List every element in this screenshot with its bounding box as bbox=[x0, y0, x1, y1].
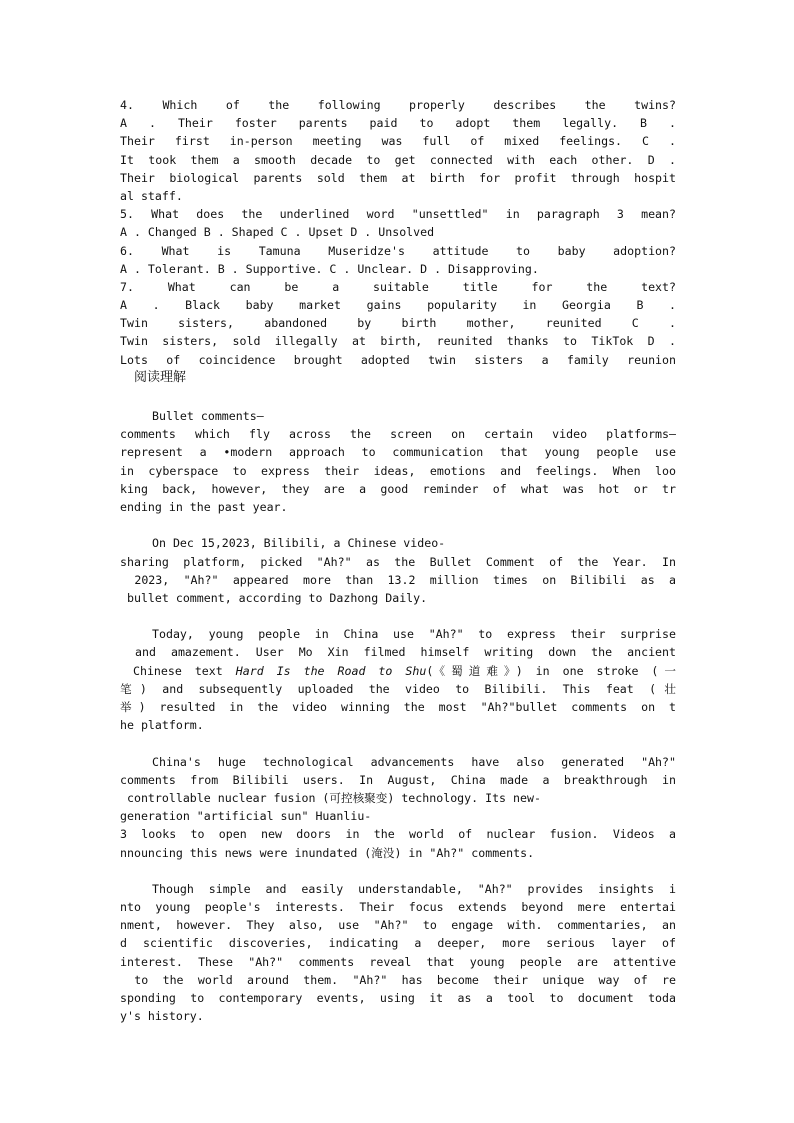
question-6 bbox=[120, 242, 676, 278]
paragraph-line: represent a •modern approach to communication that young people use bbox=[120, 445, 676, 460]
paragraph-line: comments which fly across the screen on certain video platforms— bbox=[120, 427, 676, 442]
paragraph-line: to the world around them. "Ah?" has become their unique way of re bbox=[120, 972, 676, 987]
question-4-option-d-cont: al staff. bbox=[120, 188, 183, 203]
document-page bbox=[120, 96, 676, 1025]
section-heading: 阅读理解 bbox=[134, 369, 187, 385]
paragraph-line: he platform. bbox=[120, 718, 204, 733]
book-title: Hard Is the Road to Shu bbox=[235, 663, 427, 678]
question-4-option-b: Their first in-person meeting was full of mixed feelings. C . bbox=[120, 134, 676, 149]
question-5-stem: 5. What does the underlined word "unsettled" in paragraph 3 mean? bbox=[120, 207, 676, 222]
spacer bbox=[120, 734, 676, 752]
question-7-stem: 7. What can be a suitable title for the text? bbox=[120, 279, 676, 294]
paragraph-line: comments from Bilibili users. In August, China made a breakthrough in bbox=[120, 772, 676, 787]
paragraph-line: nto young people's interests. Their focus extends beyond mere entertai bbox=[120, 900, 676, 915]
paragraph-line: nnouncing this news were inundated (淹没) in "Ah?" comments. bbox=[120, 845, 535, 860]
paragraph-line: d scientific discoveries, indicating a deeper, more serious layer of bbox=[120, 936, 676, 951]
question-7-option-c: Twin sisters, sold illegally at birth, reunited thanks to TikTok D . bbox=[120, 334, 676, 349]
question-6-stem: 6. What is Tamuna Museridze's attitude to baby adoption? bbox=[120, 243, 676, 258]
paragraph-line: ending in the past year. bbox=[120, 499, 288, 514]
text-segment: Chinese text bbox=[120, 663, 236, 678]
question-7-option-d: Lots of coincidence brought adopted twin sisters a family reunion bbox=[120, 352, 676, 367]
paragraph-line bbox=[120, 662, 676, 680]
paragraph-line: controllable nuclear fusion (可控核聚变) technology. Its new- bbox=[120, 790, 541, 805]
paragraph-3 bbox=[120, 625, 676, 734]
question-4-stem: 4. Which of the following properly describes the twins? bbox=[120, 98, 676, 112]
spacer bbox=[120, 389, 676, 407]
paragraph-line: 2023, "Ah?" appeared more than 13.2 million times on Bilibili as a bbox=[120, 572, 676, 587]
paragraph-line: Today, young people in China use "Ah?" to express their surprise bbox=[152, 627, 676, 642]
paragraph-line: y's history. bbox=[120, 1009, 204, 1024]
paragraph-5 bbox=[120, 880, 676, 1026]
paragraph-line: 举) resulted in the video winning the most "Ah?"bullet comments on t bbox=[120, 700, 676, 714]
question-5 bbox=[120, 205, 676, 241]
question-5-options: A . Changed B . Shaped C . Upset D . Unsolved bbox=[120, 225, 435, 240]
question-7 bbox=[120, 278, 676, 369]
text-segment: (《蜀道难》) in one stroke (一 bbox=[426, 663, 676, 678]
paragraph-line: China's huge technological advancements have also generated "Ah?" bbox=[152, 754, 676, 769]
paragraph-line: in cyberspace to express their ideas, emotions and feelings. When loo bbox=[120, 463, 676, 478]
paragraph-2 bbox=[120, 534, 676, 607]
question-4-option-d: Their biological parents sold them at birth for profit through hospit bbox=[120, 170, 676, 185]
question-4-option-c: It took them a smooth decade to get connected with each other. D . bbox=[120, 152, 676, 167]
spacer bbox=[120, 516, 676, 534]
paragraph-line: king back, however, they are a good reminder of what was hot or tr bbox=[120, 481, 676, 496]
spacer bbox=[120, 862, 676, 880]
paragraph-line: sharing platform, picked "Ah?" as the Bullet Comment of the Year. In bbox=[120, 554, 676, 569]
question-7-option-b: Twin sisters, abandoned by birth mother, reunited C . bbox=[120, 316, 676, 331]
spacer bbox=[120, 607, 676, 625]
paragraph-4 bbox=[120, 753, 676, 862]
question-6-options: A . Tolerant. B . Supportive. C . Unclear. D . Disapproving. bbox=[120, 261, 539, 276]
paragraph-line: generation "artificial sun" Huanliu- bbox=[120, 809, 372, 824]
paragraph-line: and amazement. User Mo Xin filmed himself writing down the ancient bbox=[120, 645, 676, 660]
paragraph-line: interest. These "Ah?" comments reveal that young people are attentive bbox=[120, 954, 676, 969]
question-7-option-a: A . Black baby market gains popularity in Georgia B . bbox=[120, 298, 676, 313]
paragraph-line: 笔) and subsequently uploaded the video to Bilibili. This feat (壮 bbox=[120, 681, 676, 696]
paragraph-line: bullet comment, according to Dazhong Daily. bbox=[120, 590, 428, 605]
paragraph-line: nment, however. They also, use "Ah?" to engage with. commentaries, an bbox=[120, 918, 676, 933]
paragraph-line: 3 looks to open new doors in the world of nuclear fusion. Videos a bbox=[120, 827, 676, 842]
paragraph-line: On Dec 15,2023, Bilibili, a Chinese video- bbox=[152, 536, 446, 551]
question-4-option-a: A . Their foster parents paid to adopt them legally. B . bbox=[120, 116, 676, 131]
question-4 bbox=[120, 96, 676, 205]
paragraph-1 bbox=[120, 407, 676, 516]
paragraph-line: sponding to contemporary events, using it as a tool to document toda bbox=[120, 991, 676, 1005]
paragraph-line: Though simple and easily understandable, "Ah?" provides insights i bbox=[152, 881, 676, 896]
paragraph-line: Bullet comments— bbox=[152, 409, 264, 423]
